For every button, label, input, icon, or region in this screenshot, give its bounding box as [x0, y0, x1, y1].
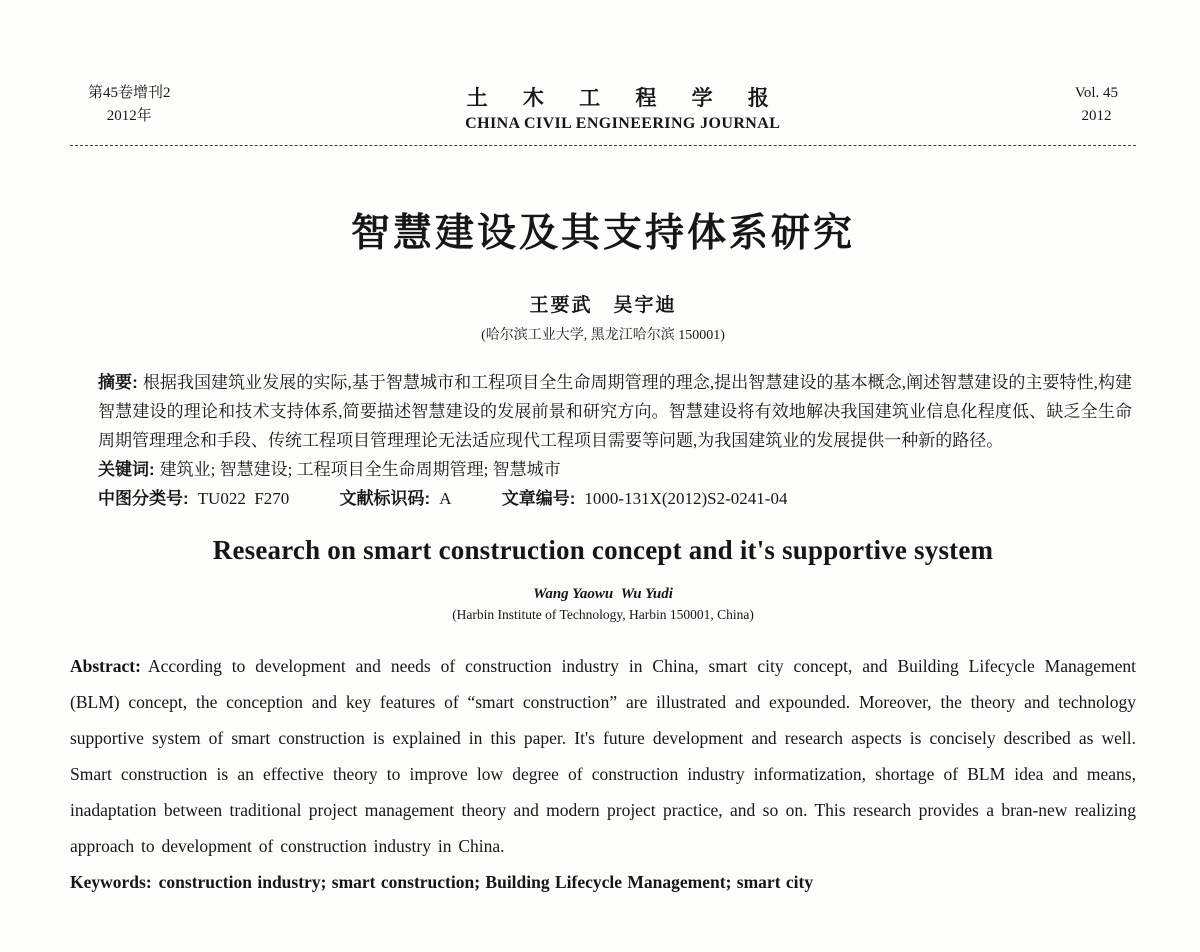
issue-volume-cn: 第45卷增刊2 — [88, 85, 171, 101]
affiliation-cn: (哈尔滨工业大学, 黑龙江哈尔滨 150001) — [481, 328, 725, 343]
keywords-cn-text: 建筑业; 智慧建设; 工程项目全生命周期管理; 智慧城市 — [159, 460, 561, 479]
abstract-cn — [98, 368, 1132, 455]
clc-pair — [98, 489, 289, 508]
keywords-cn-label: 关键词: — [98, 460, 155, 479]
keywords-en — [70, 864, 1136, 900]
issue-year-cn: 2012年 — [106, 108, 152, 124]
journal-title-block — [465, 82, 780, 133]
keywords-cn — [98, 455, 1132, 484]
volume-number-en: Vol. 45 — [1074, 85, 1118, 101]
paper-title-cn: 智慧建设及其支持体系研究 — [350, 212, 855, 255]
issue-info-block — [88, 82, 171, 128]
authors-en: Wang Yaowu Wu Yudi — [533, 586, 673, 602]
volume-info-block — [1075, 82, 1118, 128]
journal-title-cn: 土 木 工 程 学 报 — [466, 86, 779, 110]
paper-title-en: Research on smart construction concept and it's supportive system — [212, 535, 994, 565]
journal-title-en: CHINA CIVIL ENGINEERING JOURNAL — [465, 115, 781, 132]
abstract-cn-text: 根据我国建筑业发展的实际,基于智慧城市和工程项目全生命周期管理的理念,提出智慧建设的基本概念,阐述智慧建设的主要特性,构建智慧建设的理论和技术支持体系,简要描述智慧建设的发展前景和研究方向。智慧建设将有效地解决我国建筑业信息化程度低、缺乏全生命周期管理理念和手段、传统工程项目管理理论无法适应现代工程项目需要等问题,为我国建筑业的发展提供一种新的路径。 — [98, 373, 1133, 450]
authors-cn: 王要武 吴宇迪 — [529, 295, 677, 316]
header-divider — [70, 145, 1136, 146]
abstract-en — [70, 648, 1136, 864]
keywords-en-label: Keywords: — [70, 872, 152, 892]
journal-header — [70, 82, 1136, 133]
volume-year-en: 2012 — [1081, 108, 1112, 124]
article-id-pair — [502, 489, 788, 508]
classification-line — [98, 484, 1132, 513]
doc-code-label: 文献标识码: — [339, 489, 431, 508]
abstract-en-text: According to development and needs of construction industry in China, smart city concept, and Building Lifecycle Management (BLM) concept, the conception and key features of “smart construction” are illustrated and expounded. Moreover, the theory and technology supportive system of smart construction is explained in this paper. It's future development and research aspects is concisely described as well. Smart construction is an effective theory to improve low degree of construction industry informatization, shortage of BLM idea and means, inadaptation between traditional project management theory and modern project practice, and so on. This research provides a bran-new realizing approach to development of construction industry in China. — [70, 656, 1136, 856]
doc-code-pair — [340, 489, 452, 508]
abstract-cn-label: 摘要: — [98, 373, 138, 392]
article-id-value: 1000-131X(2012)S2-0241-04 — [584, 489, 788, 508]
chinese-front-matter — [98, 368, 1132, 513]
clc-label: 中图分类号: — [98, 489, 189, 508]
doc-code-value: A — [439, 489, 452, 508]
article-id-label: 文章编号: — [501, 489, 576, 508]
clc-value: TU022 F270 — [197, 489, 290, 508]
abstract-en-label: Abstract: — [70, 656, 141, 676]
keywords-en-text: construction industry; smart construction; Building Lifecycle Management; smart city — [158, 872, 814, 892]
affiliation-en: (Harbin Institute of Technology, Harbin 150001, China) — [452, 607, 754, 622]
